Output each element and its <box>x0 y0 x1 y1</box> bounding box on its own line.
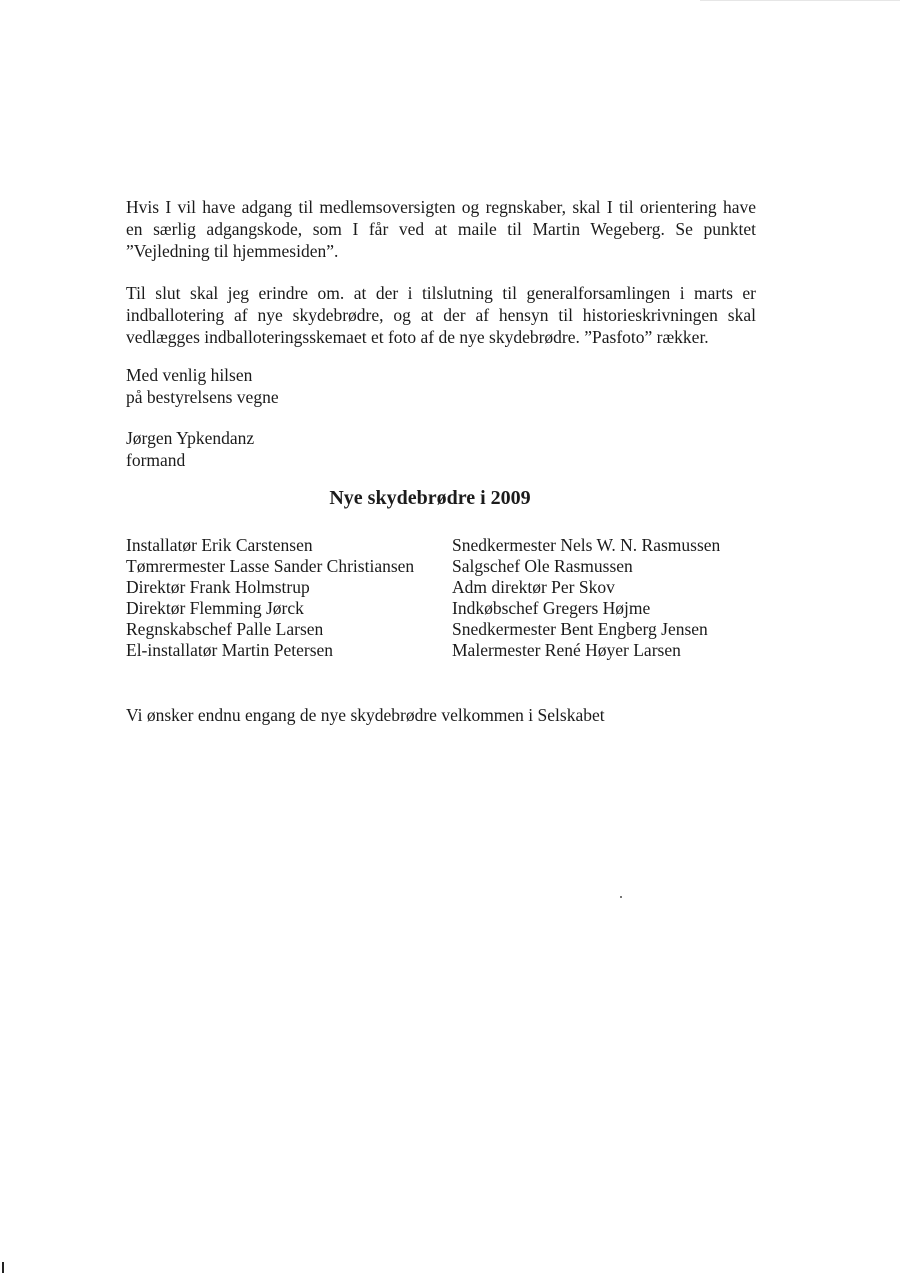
list-item: Adm direktør Per Skov <box>452 577 615 597</box>
greeting-line: på bestyrelsens vegne <box>126 387 279 407</box>
text-line: Hvis I vil have adgang til medlemsoversigten og regnskaber, skal I til orientering have <box>126 197 756 217</box>
greeting-line: Med venlig hilsen <box>126 365 253 385</box>
list-item: Regnskabschef Palle Larsen <box>126 619 324 639</box>
signature-title: formand <box>126 450 186 470</box>
list-item: Tømrermester Lasse Sander Christiansen <box>126 556 415 576</box>
list-item: El-installatør Martin Petersen <box>126 640 334 660</box>
signature <box>126 427 756 471</box>
new-members-list-left <box>126 535 414 661</box>
new-members-list-right <box>452 535 720 661</box>
list-item: Direktør Flemming Jørck <box>126 598 304 618</box>
text-line: indballotering af nye skydebrødre, og at der af hensyn til historieskrivningen skal <box>126 305 756 325</box>
signature-name: Jørgen Ypkendanz <box>126 428 255 448</box>
list-item: Snedkermester Nels W. N. Rasmussen <box>452 535 721 555</box>
closing-sentence: Vi ønsker endnu engang de nye skydebrødre velkommen i Selskabet <box>126 705 605 725</box>
scan-corner-mark <box>2 1262 4 1273</box>
text-line: en særlig adgangskode, som I får ved at maile til Martin Wegeberg. Se punktet <box>126 219 756 239</box>
list-item: Malermester René Høyer Larsen <box>452 640 681 660</box>
paragraph-indballotering <box>126 282 756 348</box>
text-line: ”Vejledning til hjemmesiden”. <box>126 241 339 261</box>
text-line: Til slut skal jeg erindre om. at der i tilslutning til generalforsamlingen i marts er <box>126 283 756 303</box>
list-item: Direktør Frank Holmstrup <box>126 577 310 597</box>
list-item: Snedkermester Bent Engberg Jensen <box>452 619 708 639</box>
scan-speck <box>620 896 622 898</box>
text-line: vedlægges indballoteringsskemaet et foto af de nye skydebrødre. ”Pasfoto” rækker. <box>126 327 709 347</box>
list-item: Installatør Erik Carstensen <box>126 535 313 555</box>
greeting <box>126 364 756 408</box>
paragraph-access-code <box>126 196 756 262</box>
section-heading: Nye skydebrødre i 2009 <box>329 487 531 509</box>
scan-edge-line <box>700 0 900 1</box>
list-item: Indkøbschef Gregers Højme <box>452 598 651 618</box>
list-item: Salgschef Ole Rasmussen <box>452 556 633 576</box>
